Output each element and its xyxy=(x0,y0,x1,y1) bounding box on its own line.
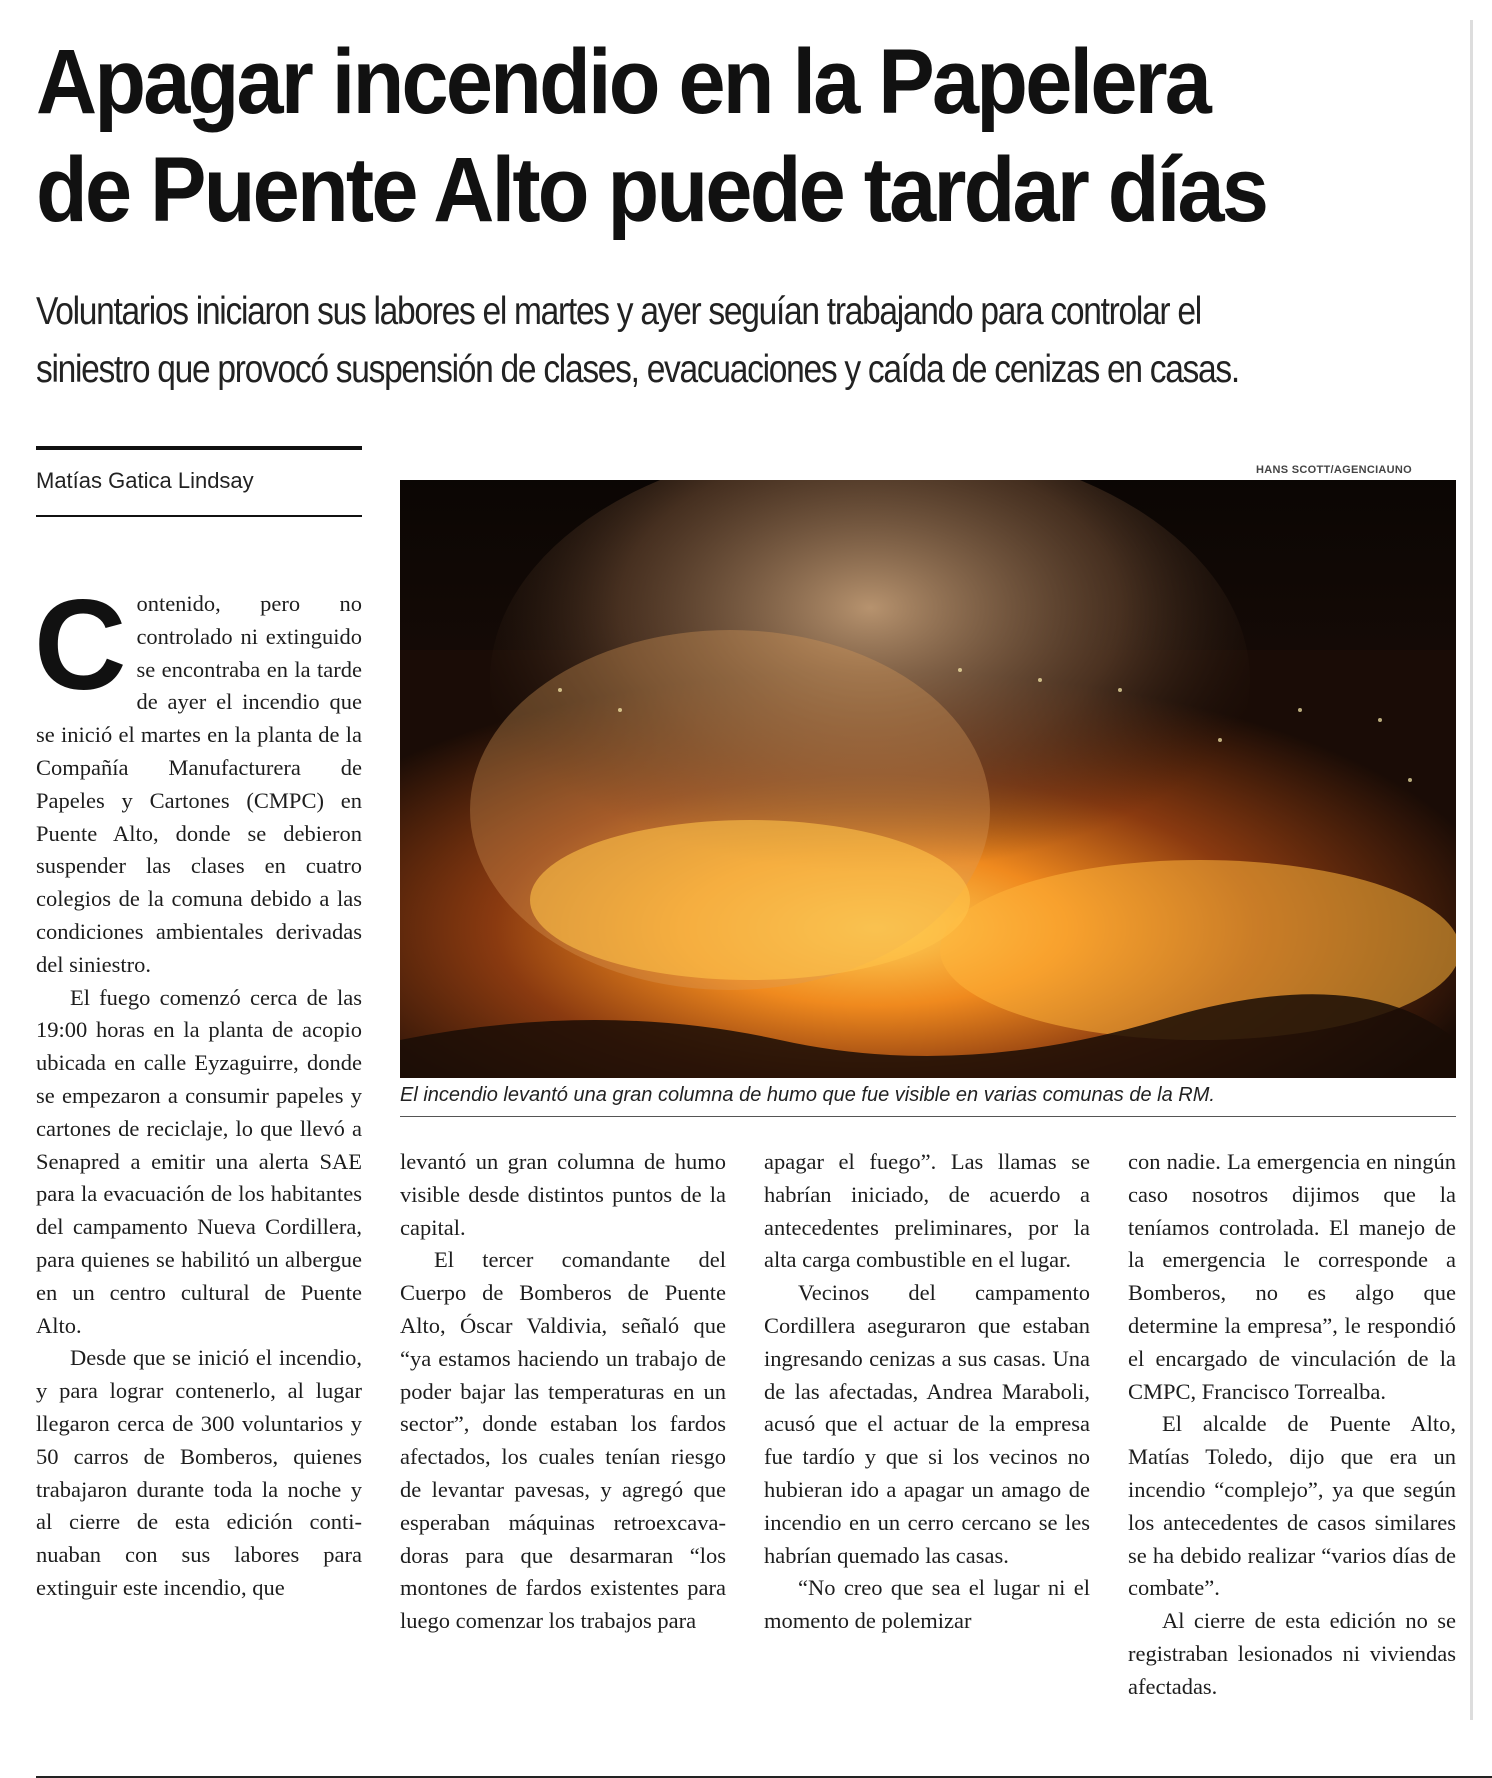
subtitle-line-1: Voluntarios iniciaron sus labores el martes y ayer seguían trabajando para controlar el xyxy=(36,290,1201,333)
fire-photo-illustration xyxy=(400,480,1456,1078)
headline-line-2: de Puente Alto puede tardar días xyxy=(36,139,1267,241)
paragraph: levantó un gran columna de humo visible desde distintos puntos de la capital. xyxy=(400,1149,726,1240)
paragraph: El alcalde de Puente Alto, Matías Toledo, dijo que era un incendio “complejo”, ya que según los antecedentes de casos similares se ha debido realizar “varios días de combate”. xyxy=(1128,1411,1456,1601)
paragraph: “No creo que sea el lugar ni el momento de polemizar xyxy=(764,1575,1090,1634)
article xyxy=(34,28,1456,1699)
subtitle xyxy=(36,283,1257,399)
headline-line-1: Apagar incendio en la Papelera xyxy=(36,31,1210,133)
drop-cap: C xyxy=(34,574,127,717)
text-column-2 xyxy=(400,1146,726,1638)
lead-paragraph-text: ontenido, pero no controlado ni extinguido se encontraba en la tarde de ayer el incendio que se inició el martes en la planta de la Compañía Manufacturera de Papeles y Cartones (CMPC) en Puente Alto, donde se debieron suspender las clases en cuatro colegios de la comuna debido a las condiciones ambientales derivadas del siniestro. xyxy=(36,591,362,977)
text-column-1 xyxy=(34,574,362,1605)
byline-rule-bottom xyxy=(36,515,362,517)
paragraph: Vecinos del campamento Cordillera aseguraron que estaban ingresando cenizas a sus casas. Una de las afectadas, Andrea Maraboli, acusó que el actuar de la empresa fue tardío y que si los vecinos no hubieran ido a apagar un amago de incendio en un cerro cercano se les habrían quemado las casas. xyxy=(764,1280,1090,1568)
lead-paragraph xyxy=(34,574,362,982)
paragraph: Desde que se inició el incendio, y para lograr contenerlo, al lugar llegaron cerca de 300 voluntarios y 50 carros de Bomberos, quienes trabajaron durante toda la noche y al cierre de esta edición continuaban con sus labores para extinguir este incendio, que xyxy=(36,1345,362,1600)
paragraph: El fuego comenzó cerca de las 19:00 horas en la planta de acopio ubicada en calle Eyzaguirre, donde se empezaron a consumir papeles y cartones de reciclaje, lo que llevó a Senapred a emitir una alerta SAE para la evacuación de los habitantes del campamento Nueva Cordillera, para quienes se habilitó un albergue en un centro cultural de Puente Alto. xyxy=(36,984,362,1338)
paragraph: apagar el fuego”. Las llamas se habrían iniciado, de acuerdo a antecedentes preliminares, por la alta carga combustible en el lugar. xyxy=(764,1149,1090,1273)
text-column-4 xyxy=(1128,1146,1456,1704)
byline: Matías Gatica Lindsay xyxy=(36,468,254,493)
paragraph: con nadie. La emergencia en ningún caso nosotros dijimos que la teníamos controlada. El manejo de la emergencia le corresponde a Bomberos, no es algo que determine la empresa”, le respondió el encargado de vinculación de la CMPC, Francisco Torrealba. xyxy=(1128,1149,1456,1404)
paragraph: Al cierre de esta edición no se registraban lesionados ni viviendas afectadas. xyxy=(1128,1608,1456,1699)
subtitle-line-2: siniestro que provocó suspensión de clases, evacuaciones y caída de cenizas en casas. xyxy=(36,348,1239,391)
text-column-3 xyxy=(764,1146,1090,1638)
paragraph: El tercer comandante del Cuerpo de Bomberos de Puente Alto, Óscar Valdivia, señaló que “ya estamos haciendo un trabajo de poder bajar las temperaturas en un sector”, donde estaban los fardos afectados, los cuales tenían riesgo de levantar pavesas, y agregó que esperaban máquinas retroexcavadoras para que desarmaran “los montones de fardos existentes para luego comenzar los trabajos para xyxy=(400,1247,726,1634)
adjacent-page-edge xyxy=(1470,20,1473,1720)
headline xyxy=(36,28,1342,244)
caption-rule xyxy=(400,1116,1456,1117)
fire-photo xyxy=(400,480,1456,1078)
photo-caption: El incendio levantó una gran columna de humo que fue visible en varias comunas de la RM. xyxy=(400,1084,1215,1106)
byline-rule-top xyxy=(36,446,362,450)
photo-credit: HANS SCOTT/AGENCIAUNO xyxy=(1256,464,1413,476)
